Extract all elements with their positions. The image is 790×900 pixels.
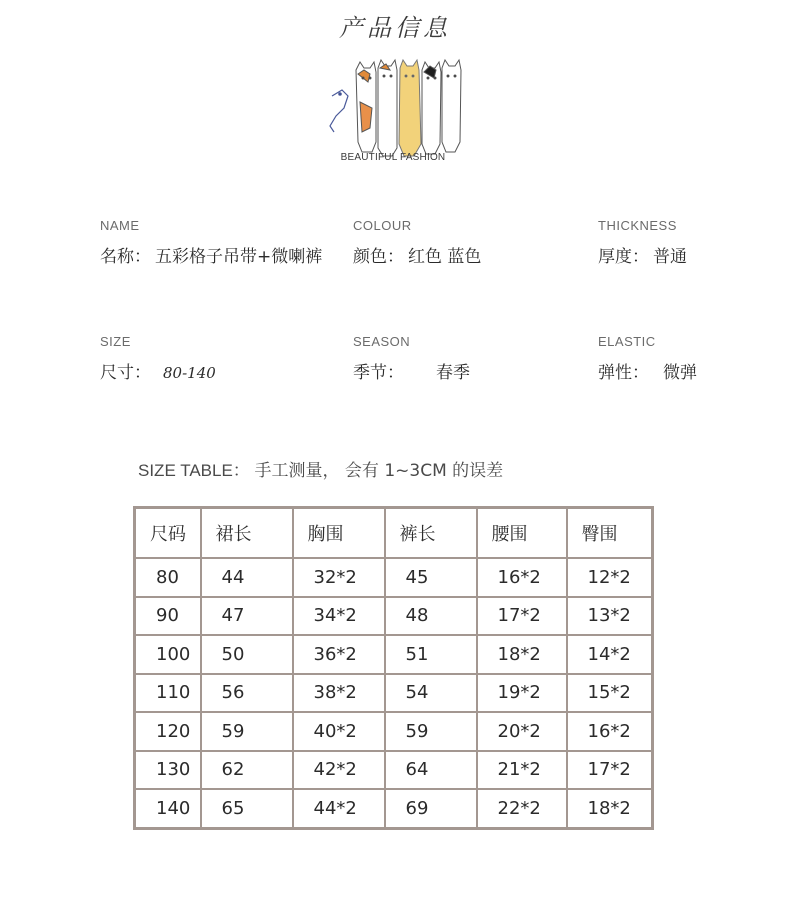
cell-size: 80	[135, 558, 201, 597]
cell-pants-length: 69	[385, 789, 477, 828]
table-row	[135, 635, 653, 674]
cell-hip: 15*2	[567, 674, 653, 713]
size-table-note	[138, 456, 503, 481]
cell-skirt-length: 50	[201, 635, 293, 674]
logo-caption: BEAUTIFUL FASHION	[340, 152, 446, 163]
cell-waist: 22*2	[477, 789, 567, 828]
attr-colour	[353, 218, 481, 267]
cell-waist: 16*2	[477, 558, 567, 597]
attr-elastic-label: 弹性：	[598, 363, 649, 383]
cell-chest: 36*2	[293, 635, 385, 674]
table-row	[135, 789, 653, 828]
attr-season-label: 季节：	[353, 363, 404, 383]
cell-waist: 20*2	[477, 712, 567, 751]
cell-size: 100	[135, 635, 201, 674]
header-pants-length: 裤长	[385, 508, 477, 559]
table-row	[135, 597, 653, 636]
cell-waist: 21*2	[477, 751, 567, 790]
cell-hip: 17*2	[567, 751, 653, 790]
attr-season	[353, 334, 470, 383]
attr-size	[100, 334, 216, 383]
cell-chest: 44*2	[293, 789, 385, 828]
attr-size-en: SIZE	[100, 334, 131, 349]
attr-elastic-value: 微弹	[663, 363, 697, 383]
attr-size-value: 80-140	[163, 364, 216, 382]
size-table	[133, 506, 654, 830]
cell-skirt-length: 65	[201, 789, 293, 828]
header-hip: 臀围	[567, 508, 653, 559]
cell-size: 120	[135, 712, 201, 751]
cell-size: 130	[135, 751, 201, 790]
header-skirt-length: 裙长	[201, 508, 293, 559]
cell-chest: 34*2	[293, 597, 385, 636]
cell-hip: 14*2	[567, 635, 653, 674]
attr-colour-value: 红色 蓝色	[408, 247, 482, 267]
cell-skirt-length: 59	[201, 712, 293, 751]
attr-name-value: 五彩格子吊带+微喇裤	[155, 247, 323, 267]
attr-thickness-value: 普通	[653, 247, 687, 267]
cell-skirt-length: 44	[201, 558, 293, 597]
attr-name-en: NAME	[100, 218, 140, 233]
cell-waist: 18*2	[477, 635, 567, 674]
attr-colour-label: 颜色：	[353, 247, 404, 267]
attr-season-en: SEASON	[353, 334, 411, 349]
attr-name	[100, 218, 322, 267]
table-row	[135, 674, 653, 713]
table-row	[135, 712, 653, 751]
cell-hip: 12*2	[567, 558, 653, 597]
attr-elastic	[598, 334, 697, 383]
attr-thickness-en: THICKNESS	[598, 218, 677, 233]
header-waist: 腰围	[477, 508, 567, 559]
cell-pants-length: 59	[385, 712, 477, 751]
cell-pants-length: 48	[385, 597, 477, 636]
cell-waist: 17*2	[477, 597, 567, 636]
table-row	[135, 751, 653, 790]
cell-skirt-length: 56	[201, 674, 293, 713]
attr-thickness	[598, 218, 687, 267]
page-title: 产品信息	[339, 14, 451, 42]
cell-pants-length: 54	[385, 674, 477, 713]
size-table-note-prefix: SIZE TABLE：	[138, 461, 250, 480]
cell-chest: 42*2	[293, 751, 385, 790]
cell-chest: 40*2	[293, 712, 385, 751]
attr-name-label: 名称：	[100, 247, 151, 267]
cell-size: 90	[135, 597, 201, 636]
attr-season-value: 春季	[436, 363, 470, 383]
attr-elastic-en: ELASTIC	[598, 334, 656, 349]
cell-hip: 13*2	[567, 597, 653, 636]
cell-pants-length: 45	[385, 558, 477, 597]
cell-pants-length: 64	[385, 751, 477, 790]
header-size: 尺码	[135, 508, 201, 559]
size-table-note-text: 手工测量， 会有 1~3CM 的误差	[254, 461, 504, 481]
cell-size: 140	[135, 789, 201, 828]
cell-hip: 16*2	[567, 712, 653, 751]
attr-thickness-label: 厚度：	[598, 247, 649, 267]
table-header-row	[135, 508, 653, 559]
bird-icon	[330, 90, 348, 132]
attr-size-label: 尺寸：	[100, 363, 151, 383]
table-row	[135, 558, 653, 597]
cell-pants-length: 51	[385, 635, 477, 674]
cell-skirt-length: 47	[201, 597, 293, 636]
cell-chest: 32*2	[293, 558, 385, 597]
cell-size: 110	[135, 674, 201, 713]
cell-hip: 18*2	[567, 789, 653, 828]
cell-waist: 19*2	[477, 674, 567, 713]
attr-colour-en: COLOUR	[353, 218, 412, 233]
cell-skirt-length: 62	[201, 751, 293, 790]
header-chest: 胸围	[293, 508, 385, 559]
cat-icon	[356, 62, 376, 152]
cell-chest: 38*2	[293, 674, 385, 713]
